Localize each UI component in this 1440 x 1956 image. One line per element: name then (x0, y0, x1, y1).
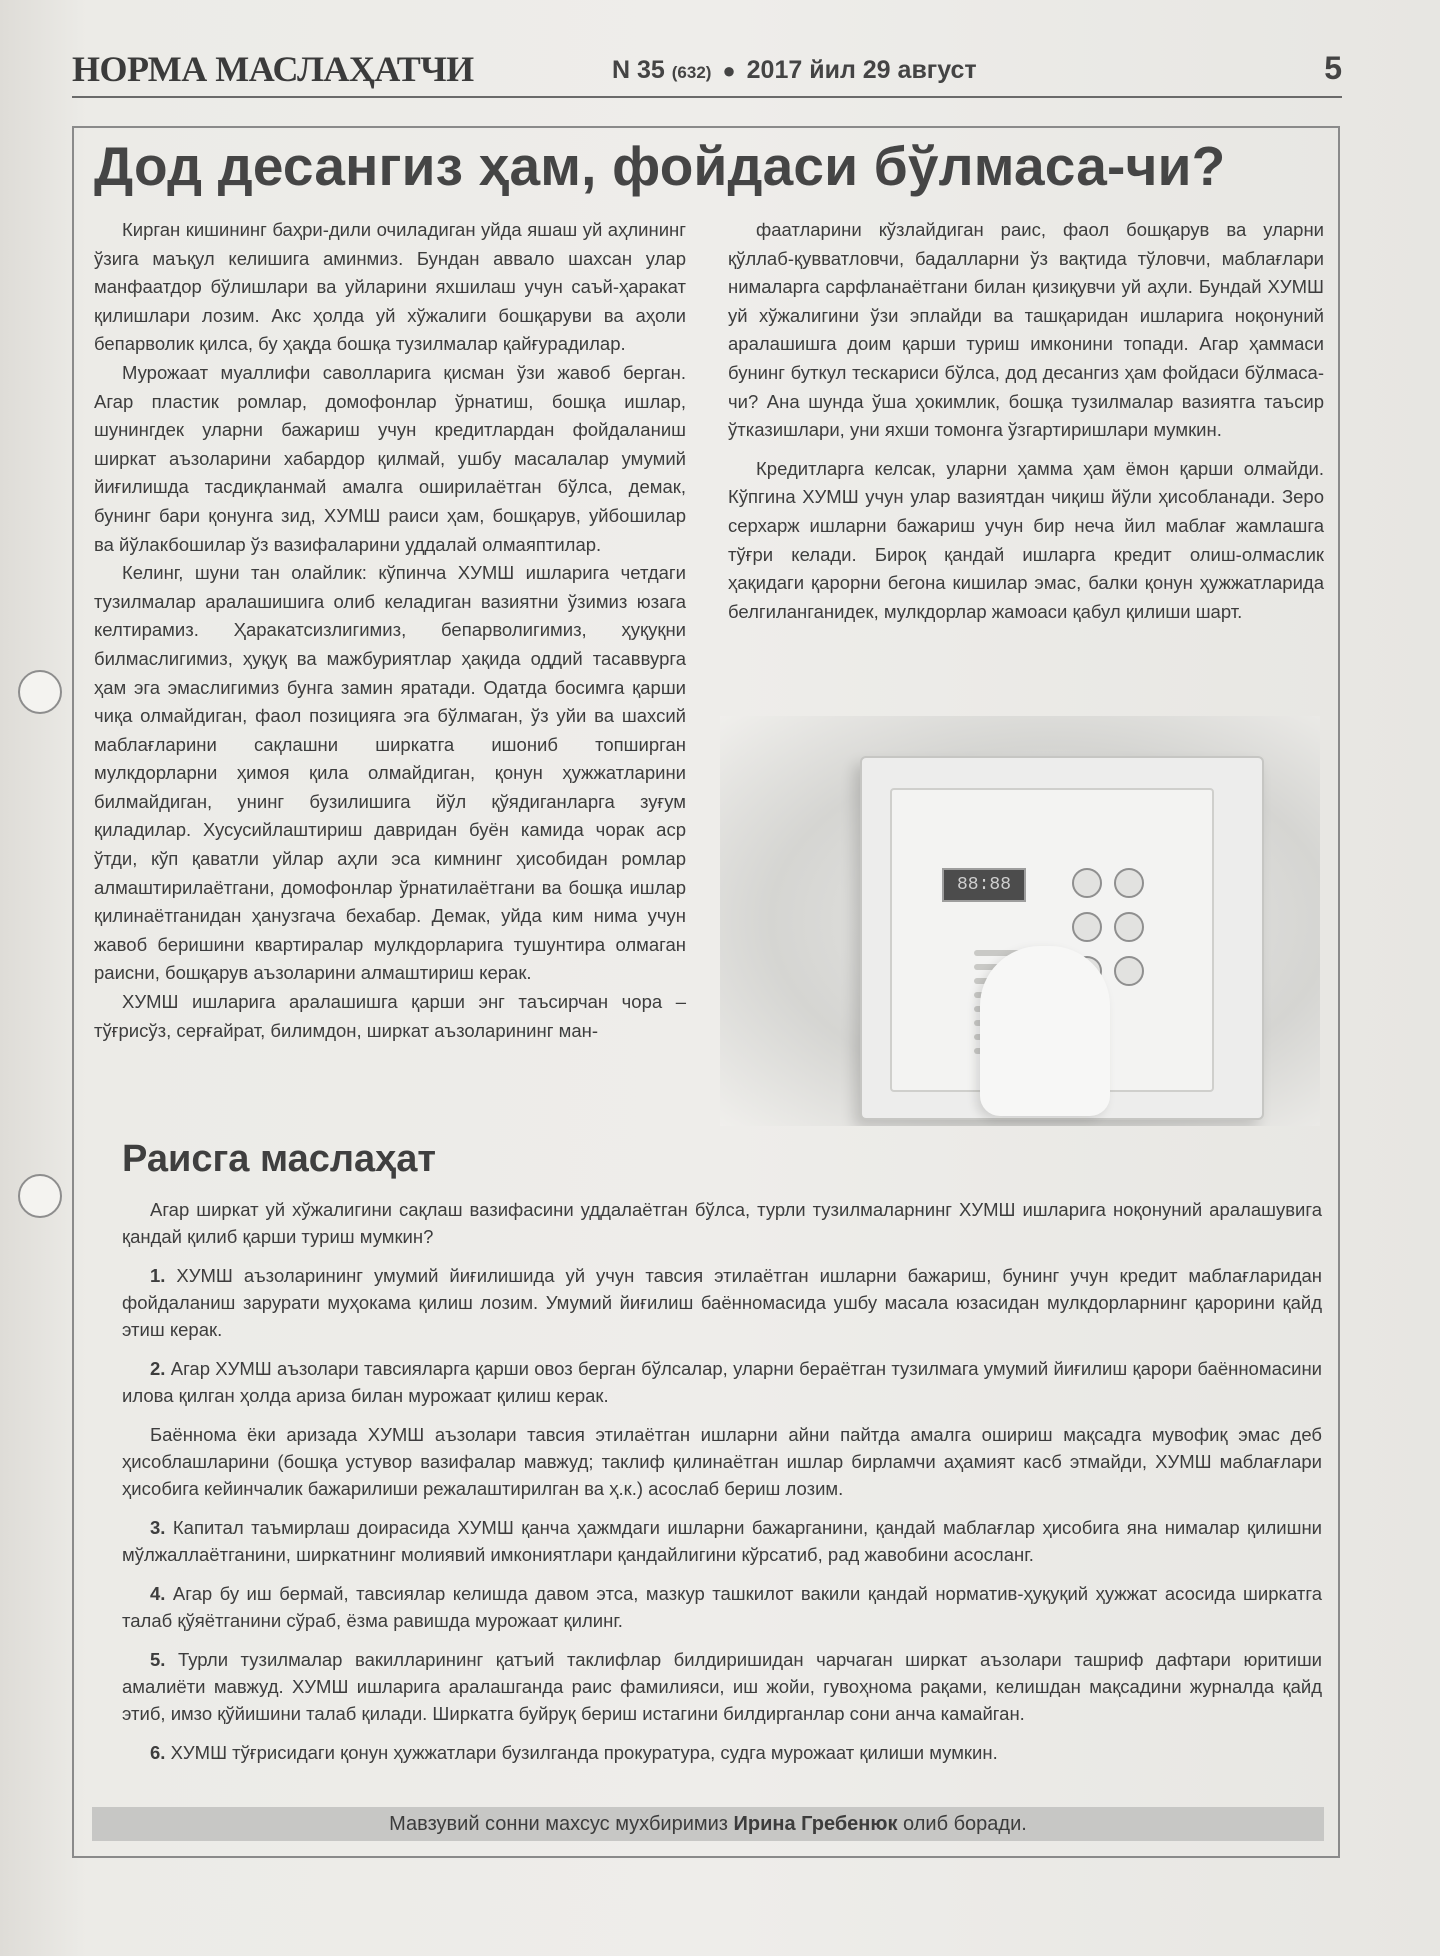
advice-item-number: 1. (150, 1265, 166, 1286)
advice-title: Раисга маслаҳат (122, 1138, 437, 1180)
advice-item-text: Баённома ёки аризада ХУМШ аъзолари тавсия этилаётган ишларни айни пайтда амалга ошириш мақсадга мувофиқ эмас деб ҳисоблашларини (бошқа устувор вазифалар мавжуд; таклиф қилинаётган ишлар бирламчи аҳамият касб этмайди, ХУМШ маблағлари ҳисобига кейинчалик бажарилиши режалаштирилган ва ҳ.к.) асослаб бериш лозим. (122, 1424, 1322, 1499)
keypad-key-icon (1072, 868, 1102, 898)
keypad-key-icon (1114, 868, 1144, 898)
advice-item-text: Турли тузилмалар вакилларининг қатъий таклифлар билдиришидан чарчаган ширкат аъзолари ташриф дафтари юритиши амалиёти мавжуд. ХУМШ ишларига аралашганда раис фамилияси, иш жойи, гувоҳнома рақами, келишдан мақсадини журналда қайд этиб, имзо қўйишини талаб қилади. Ширкатга буйруқ бериш истагини билдирганлар сони анча камайган. (122, 1649, 1322, 1724)
intercom-display: 88:88 (942, 868, 1026, 902)
advice-item (122, 1514, 1322, 1568)
paragraph: фаатларини кўзлайдиган раис, фаол бошқарув ва уларни қўллаб-қувватловчи, бадалларни ўз вақтида тўловчи, маблағлари нималарга сарфланаётгани билан қизиқувчи уй аҳли. Бундай ХУМШ уй хўжалигини ўзи эплайди ва ташқаридан ишларига ноқонуний аралашишга доим қарши туриш имконини топади. Агар ҳаммаси бунинг буткул тескариси бўлса, дод десангиз ҳам фойдаси бўлмаса-чи? Ана шунда ўша ҳокимлик, бошқа тузилмалар вазиятга таъсир ўтказишлари, уни яхши томонга ўзгартиришлари мумкин. (728, 219, 1324, 441)
keypad-key-icon (1114, 912, 1144, 942)
advice-item-text: Агар ХУМШ аъзолари тавсияларга қарши овоз берган бўлсалар, уларни бераётган тузилмага умумий йиғилиш қарори баённомасини илова қилган ҳолда ариза билан мурожаат қилиш керак. (122, 1358, 1322, 1406)
advice-section (122, 1196, 1322, 1778)
advice-item-number: 6. (150, 1742, 166, 1763)
article-column-right (728, 216, 1324, 626)
advice-item-text: Капитал таъмирлаш доирасида ХУМШ қанча ҳажмдаги ишларни бажарганини, қандай маблағлар ҳисобига яна нималар қилишни мўлжаллаётганини, ширкатнинг молиявий имкониятлари қандайлигини кўрсатиб, рад жавобини асосланг. (122, 1517, 1323, 1565)
page-number: 5 (1324, 50, 1342, 86)
advice-item (122, 1580, 1322, 1634)
credit-prefix: Мавзувий сонни махсус мухбиримиз (389, 1813, 728, 1835)
paragraph: Мурожаат муаллифи саволларига қисман ўзи жавоб берган. Агар пластик ромлар, домофонлар ўрнатиш, бошқа ишлар, шунингдек уларни бажариш учун кредитлардан фойдаланиш ширкат аъзоларини хабардор қилмай, ушбу масалалар умумий йиғилишда тасдиқланмай амалга оширилаётган бўлса, демак, бунинг бари қонунга зид, ХУМШ раиси ҳам, бошқарув, уйбошилар ва йўлакбошилар ўз вазифаларини уддалай олмаяптилар. (94, 361, 686, 555)
credit-bar (92, 1807, 1324, 1841)
finger-icon (980, 946, 1110, 1116)
paragraph: Келинг, шуни тан олайлик: кўпинча ХУМШ ишларига четдаги тузилмалар аралашишига олиб келадиган вазиятни ўзимиз юзага келтирамиз. Ҳаракатсизлигимиз, бепарволигимиз, ҳуқуқни билмаслигимиз, ҳуқуқ ва мажбуриятлар ҳақида оддий тасаввурга ҳам эга эмаслигимиз бунга замин яратади. Одатда босимга қарши чиқа олмайдиган, фаол позицияга эга бўлмаган, ўз уйи ва шахсий маблағларини сақлашни ширкатга ишониб топширган мулкдорларни ҳимоя қила олмайдиган, қонун ҳужжатларини билмайдиган, унинг бузилишига йўл қўядиганларга зуғум қиладилар. Хусусийлаштириш давридан буён камида чорак аср ўтди, кўп қаватли уйлар аҳли эса кимнинг ҳисобидан ромлар алмаштирилаётгани, домофонлар ўрнатилаётгани ва бошқа ишлар қилинаётганидан ҳанузгача бехабар. Демак, уйда ким нима учун жавоб беришини квартиралар мулкдорларига тушунтира олмаган раисни, бошқарув аъзоларини алмаштириш керак. (94, 562, 686, 984)
issue-info (612, 56, 977, 85)
keypad-key-icon (1072, 912, 1102, 942)
advice-item-number: 3. (150, 1517, 166, 1538)
bullet-icon: ● (722, 58, 736, 83)
binder-hole-icon (18, 670, 62, 714)
issue-prefix: N 35 (612, 56, 665, 84)
masthead (72, 44, 1342, 98)
advice-item-text: ХУМШ тўғрисидаги қонун ҳужжатлари бузилганда прокуратура, судга мурожаат қилиши мумкин. (170, 1742, 998, 1763)
advice-item (122, 1646, 1322, 1727)
advice-item-text: ХУМШ аъзоларининг умумий йиғилишида уй учун тавсия этилаётган ишларни бажариш, бунинг учун кредит маблағларидан фойдаланиш зарурати муҳокама қилиш лозим. Умумий йиғилиш баённомасида ушбу масала юзасидан мулкдорларнинг қарорини қайд этиш керак. (122, 1265, 1323, 1340)
intercom-photo-icon (720, 716, 1320, 1126)
advice-item (122, 1421, 1322, 1502)
keypad-key-icon (1114, 956, 1144, 986)
advice-item (122, 1355, 1322, 1409)
advice-item-text: Агар бу иш бермай, тавсиялар келишда давом этса, мазкур ташкилот вакили қандай норматив-ҳуқуқий ҳужжат асосида ширкатга талаб қўяётганини сўраб, ёзма равишда мурожаат қилинг. (122, 1583, 1323, 1631)
advice-item (122, 1739, 1322, 1766)
article-headline: Дод десангиз ҳам, фойдаси бўлмаса-чи? (94, 135, 1226, 197)
credit-suffix: олиб боради. (903, 1813, 1027, 1835)
newspaper-title: НОРМА МАСЛАҲАТЧИ (72, 49, 474, 89)
issue-date: 2017 йил 29 август (746, 56, 977, 84)
credit-author: Ирина Гребенюк (733, 1813, 898, 1835)
advice-intro: Агар ширкат уй хўжалигини сақлаш вазифасини уддалаётган бўлса, турли тузилмаларнинг ХУМШ ишларига ноқонуний аралашувига қандай қилиб қарши туриш мумкин? (122, 1199, 1322, 1247)
advice-item-number: 5. (150, 1649, 166, 1670)
paragraph: ХУМШ ишларига аралашишга қарши энг таъсирчан чора – тўғрисўз, серғайрат, билимдон, ширкат аъзоларининг ман- (94, 991, 686, 1041)
advice-item-number: 4. (150, 1583, 166, 1604)
article-column-left (94, 216, 686, 1045)
issue-number: (632) (671, 63, 712, 82)
advice-item-number: 2. (150, 1358, 166, 1379)
binder-hole-icon (18, 1174, 62, 1218)
paragraph: Кирган кишининг баҳри-дили очиладиган уйда яшаш уй аҳлининг ўзига маъқул келишига аминмиз. Бундан аввало шахсан улар манфаатдор бўлишлари ва уйларини яхшилаш учун саъй-ҳаракат қилишлари лозим. Акс ҳолда уй хўжалиги бошқаруви ва аҳоли бепарволик қилса, бу ҳақда бошқа тузилмалар қайғурадилар. (94, 219, 686, 355)
paragraph: Кредитларга келсак, уларни ҳамма ҳам ёмон қарши олмайди. Кўпгина ХУМШ учун улар вазиятдан чиқиш йўли ҳисобланади. Зеро серхарж ишларни бажариш учун бир неча йил маблағ жамлашга тўғри келади. Бироқ қандай ишларга кредит олиш-олмаслик ҳақидаги қарорни бегона кишилар эмас, балки қонун ҳужжатларида белгиланганидек, мулкдорлар жамоаси қабул қилиши шарт. (728, 457, 1324, 622)
advice-item (122, 1262, 1322, 1343)
